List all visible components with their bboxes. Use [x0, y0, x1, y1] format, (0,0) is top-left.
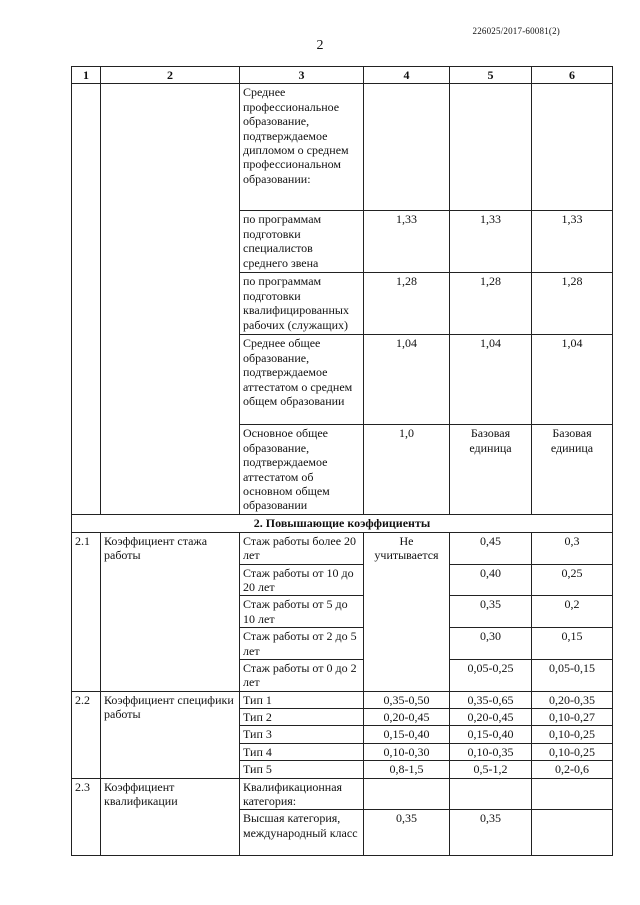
cell-value: 0,35-0,50: [364, 691, 450, 708]
section-number: 2.2: [72, 691, 101, 778]
cell-value: 0,15-0,40: [450, 726, 532, 743]
cell-value: 0,40: [450, 564, 532, 596]
cell-value: Базовая единица: [532, 425, 613, 515]
coefficient-name: Коэффициент специфики работы: [101, 691, 240, 778]
cell-value: 1,04: [450, 335, 532, 425]
empty-cell: [364, 84, 450, 211]
cell-value: Базовая единица: [450, 425, 532, 515]
cell-value: 0,10-0,30: [364, 743, 450, 760]
cell-value: 1,33: [364, 211, 450, 273]
cell-value: 0,20-0,45: [364, 709, 450, 726]
row-label: Стаж работы от 0 до 2 лет: [240, 659, 364, 691]
cell-value: [532, 778, 613, 810]
cell-value: 0,15: [532, 628, 613, 660]
table-row: [72, 691, 613, 708]
empty-cell: [450, 84, 532, 211]
section-title-row: [72, 515, 613, 532]
coefficient-name: Коэффициент стажа работы: [101, 532, 240, 691]
row-label: Основное общее образование, подтверждаемое аттестатом об основном общем образовании: [240, 425, 364, 515]
cell-value: [450, 778, 532, 810]
row-label: Стаж работы более 20 лет: [240, 532, 364, 564]
row-label: Высшая категория, международный класс: [240, 810, 364, 856]
header-cell-5: 5: [450, 67, 532, 84]
table-row: [72, 532, 613, 564]
cell-value: 1,28: [450, 273, 532, 335]
cell-value: 0,10-0,27: [532, 709, 613, 726]
row-label: Стаж работы от 2 до 5 лет: [240, 628, 364, 660]
cell-value: 1,28: [532, 273, 613, 335]
cell-value: 0,10-0,25: [532, 743, 613, 760]
empty-cell: [101, 84, 240, 515]
row-label: Тип 1: [240, 691, 364, 708]
table-row: [72, 84, 613, 211]
row-label: Тип 5: [240, 761, 364, 778]
section-title: 2. Повышающие коэффициенты: [72, 515, 613, 532]
cell-value: 0,25: [532, 564, 613, 596]
header-cell-2: 2: [101, 67, 240, 84]
row-label: Тип 3: [240, 726, 364, 743]
row-label: Тип 4: [240, 743, 364, 760]
cell-value: 0,2: [532, 596, 613, 628]
header-row: [72, 67, 613, 84]
row-label: Тип 2: [240, 709, 364, 726]
not-considered-cell: Не учитывается: [364, 532, 450, 691]
cell-value: 1,04: [532, 335, 613, 425]
cell-value: 1,33: [532, 211, 613, 273]
header-cell-6: 6: [532, 67, 613, 84]
section-number: 2.1: [72, 532, 101, 691]
empty-cell: [532, 84, 613, 211]
cell-value: 0,35: [450, 810, 532, 856]
cell-value: 0,35-0,65: [450, 691, 532, 708]
cell-value: [364, 778, 450, 810]
row-label: по программам подготовки квалифицированных рабочих (служащих): [240, 273, 364, 335]
row-label: Квалификационная категория:: [240, 778, 364, 810]
education-intro: Среднее профессиональное образование, подтверждаемое дипломом о среднем профессиональном образовании:: [240, 84, 364, 211]
empty-cell: [72, 84, 101, 515]
coefficients-table: [71, 66, 613, 856]
page-number: 2: [316, 38, 324, 53]
cell-value: 0,35: [364, 810, 450, 856]
cell-value: 0,10-0,25: [532, 726, 613, 743]
section-number: 2.3: [72, 778, 101, 856]
cell-value: 0,45: [450, 532, 532, 564]
cell-value: 0,15-0,40: [364, 726, 450, 743]
row-label: по программам подготовки специалистов среднего звена: [240, 211, 364, 273]
row-label: Стаж работы от 5 до 10 лет: [240, 596, 364, 628]
cell-value: 0,05-0,15: [532, 659, 613, 691]
cell-value: 0,10-0,35: [450, 743, 532, 760]
cell-value: 1,0: [364, 425, 450, 515]
coefficient-name: Коэффициент квалификации: [101, 778, 240, 856]
cell-value: 0,8-1,5: [364, 761, 450, 778]
cell-value: 1,28: [364, 273, 450, 335]
cell-value: 0,30: [450, 628, 532, 660]
cell-value: 0,5-1,2: [450, 761, 532, 778]
cell-value: 0,3: [532, 532, 613, 564]
cell-value: 0,35: [450, 596, 532, 628]
header-cell-4: 4: [364, 67, 450, 84]
table-row: [72, 778, 613, 810]
cell-value: [532, 810, 613, 856]
cell-value: 1,33: [450, 211, 532, 273]
document-number: 226025/2017-60081(2): [472, 26, 560, 36]
cell-value: 1,04: [364, 335, 450, 425]
header-cell-1: 1: [72, 67, 101, 84]
cell-value: 0,05-0,25: [450, 659, 532, 691]
cell-value: 0,20-0,45: [450, 709, 532, 726]
header-cell-3: 3: [240, 67, 364, 84]
row-label: Стаж работы от 10 до 20 лет: [240, 564, 364, 596]
cell-value: 0,2-0,6: [532, 761, 613, 778]
cell-value: 0,20-0,35: [532, 691, 613, 708]
row-label: Среднее общее образование, подтверждаемое аттестатом о среднем общем образовании: [240, 335, 364, 425]
